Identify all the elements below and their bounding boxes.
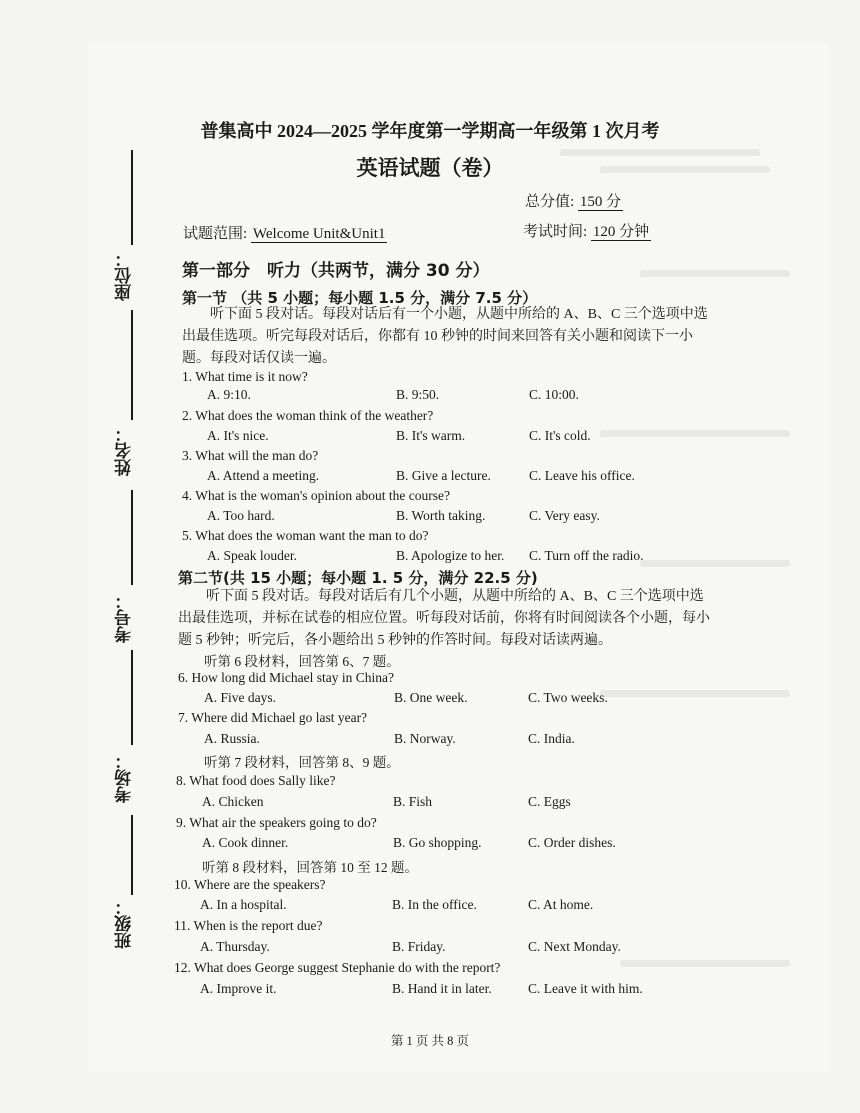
question-4: 4. What is the woman's opinion about the course?	[182, 488, 451, 503]
q8-option-b: B. Fish	[393, 794, 433, 809]
q3-option-c: C. Leave his office.	[529, 468, 635, 483]
q3-option-b: B. Give a lecture.	[396, 468, 491, 483]
q6-option-b: B. One week.	[394, 690, 468, 705]
q7-option-a: A. Russia.	[204, 731, 260, 746]
time-label: 考试时间:	[523, 224, 588, 240]
q10-option-a: A. In a hospital.	[200, 897, 287, 912]
scope-label: 试题范围:	[183, 226, 248, 242]
q11-option-a: A. Thursday.	[200, 939, 270, 954]
total-score	[525, 190, 623, 211]
q3-option-a: A. Attend a meeting.	[207, 468, 320, 483]
scope-value: Welcome Unit&Unit1	[252, 226, 386, 242]
q4-option-a: A. Too hard.	[207, 508, 275, 523]
question-9: 9. What air the speakers going to do?	[176, 815, 377, 830]
name-line-top	[131, 310, 133, 420]
exam-title: 普集高中 2024—2025 学年度第一学期高一年级第 1 次月考	[200, 121, 660, 141]
class-line-top	[131, 815, 133, 895]
q5-option-b: B. Apologize to her.	[396, 548, 505, 563]
q8-option-a: A. Chicken	[202, 794, 264, 809]
question-12: 12. What does George suggest Stephanie do with the report?	[174, 960, 501, 975]
q11-option-b: B. Friday.	[392, 939, 446, 954]
room-label: 考场：	[115, 752, 135, 803]
q6-option-a: A. Five days.	[204, 690, 276, 705]
q12-option-a: A. Improve it.	[200, 981, 277, 996]
q2-option-a: A. It's nice.	[207, 428, 269, 443]
question-10: 10. Where are the speakers?	[174, 877, 326, 892]
q7-option-c: C. India.	[528, 731, 575, 746]
room-line-top	[131, 650, 133, 745]
question-6: 6. How long did Michael stay in China?	[178, 670, 394, 685]
section2-instructions: 听下面 5 段对话。每段对话后有几个小题，从题中所给的 A、B、C 三个选项中选出最佳选项，并标在试卷的相应位置。听每段对话前，你将有时间阅读各个小题，每小题 5 秒钟；听完后，各小题给出 5 秒钟的作答时间。每段对话读两遍。	[178, 589, 710, 648]
question-5: 5. What does the woman want the man to do?	[182, 528, 429, 543]
q9-option-a: A. Cook dinner.	[202, 835, 289, 850]
q12-option-c: C. Leave it with him.	[528, 981, 643, 996]
section2-title: 第二节(共 15 小题；每小题 1. 5 分，满分 22.5 分)	[178, 569, 538, 587]
exam-subtitle: 英语试题（卷）	[356, 156, 504, 180]
exam-no-line-top	[131, 490, 133, 585]
q2-option-c: C. It's cold.	[529, 428, 591, 443]
q1-option-b: B. 9:50.	[396, 387, 440, 402]
q5-option-c: C. Turn off the radio.	[529, 548, 644, 563]
section1-instructions: 听下面 5 段对话。每段对话后有一个小题，从题中所给的 A、B、C 三个选项中选出最佳选项。听完每段对话后，你都有 10 秒钟的时间来回答有关小题和阅读下一小题。每段对话仅读一遍。	[182, 307, 708, 366]
q1-option-c: C. 10:00.	[529, 387, 579, 402]
q5-option-a: A. Speak louder.	[207, 548, 297, 563]
q10-option-c: C. At home.	[528, 897, 594, 912]
exam-time	[523, 220, 651, 241]
material-8-note: 听第 8 段材料，回答第 10 至 12 题。	[202, 860, 418, 875]
q6-option-c: C. Two weeks.	[528, 690, 608, 705]
q9-option-c: C. Order dishes.	[528, 835, 616, 850]
q9-option-b: B. Go shopping.	[393, 835, 482, 850]
seat-label: 座位：	[115, 250, 135, 301]
q7-option-b: B. Norway.	[394, 731, 456, 746]
part1-title: 第一部分 听力（共两节，满分 30 分）	[182, 261, 490, 281]
question-3: 3. What will the man do?	[182, 448, 319, 463]
material-6-note: 听第 6 段材料，回答第 6、7 题。	[204, 654, 400, 669]
q4-option-c: C. Very easy.	[529, 508, 600, 523]
q11-option-c: C. Next Monday.	[528, 939, 621, 954]
q4-option-b: B. Worth taking.	[396, 508, 486, 523]
scope	[183, 222, 387, 243]
question-8: 8. What food does Sally like?	[176, 773, 336, 788]
question-11: 11. When is the report due?	[174, 918, 323, 933]
q1-option-a: A. 9:10.	[207, 387, 251, 402]
question-2: 2. What does the woman think of the weather?	[182, 408, 434, 423]
name-label: 姓名：	[115, 425, 135, 476]
section1-title: 第一节 （共 5 小题；每小题 1.5 分，满分 7.5 分）	[182, 289, 538, 307]
class-label: 班级：	[115, 898, 135, 949]
total-label: 总分值:	[525, 194, 575, 210]
time-value: 120 分钟	[592, 224, 650, 240]
question-1: 1. What time is it now?	[182, 369, 308, 384]
material-7-note: 听第 7 段材料，回答第 8、9 题。	[204, 755, 400, 770]
page-number: 第 1 页 共 8 页	[390, 1034, 470, 1048]
q10-option-b: B. In the office.	[392, 897, 477, 912]
question-7: 7. Where did Michael go last year?	[178, 710, 368, 725]
total-value: 150 分	[579, 194, 622, 210]
q12-option-b: B. Hand it in later.	[392, 981, 492, 996]
q8-option-c: C. Eggs	[528, 794, 571, 809]
exam-no-label: 考号：	[115, 592, 135, 643]
q2-option-b: B. It's warm.	[396, 428, 466, 443]
